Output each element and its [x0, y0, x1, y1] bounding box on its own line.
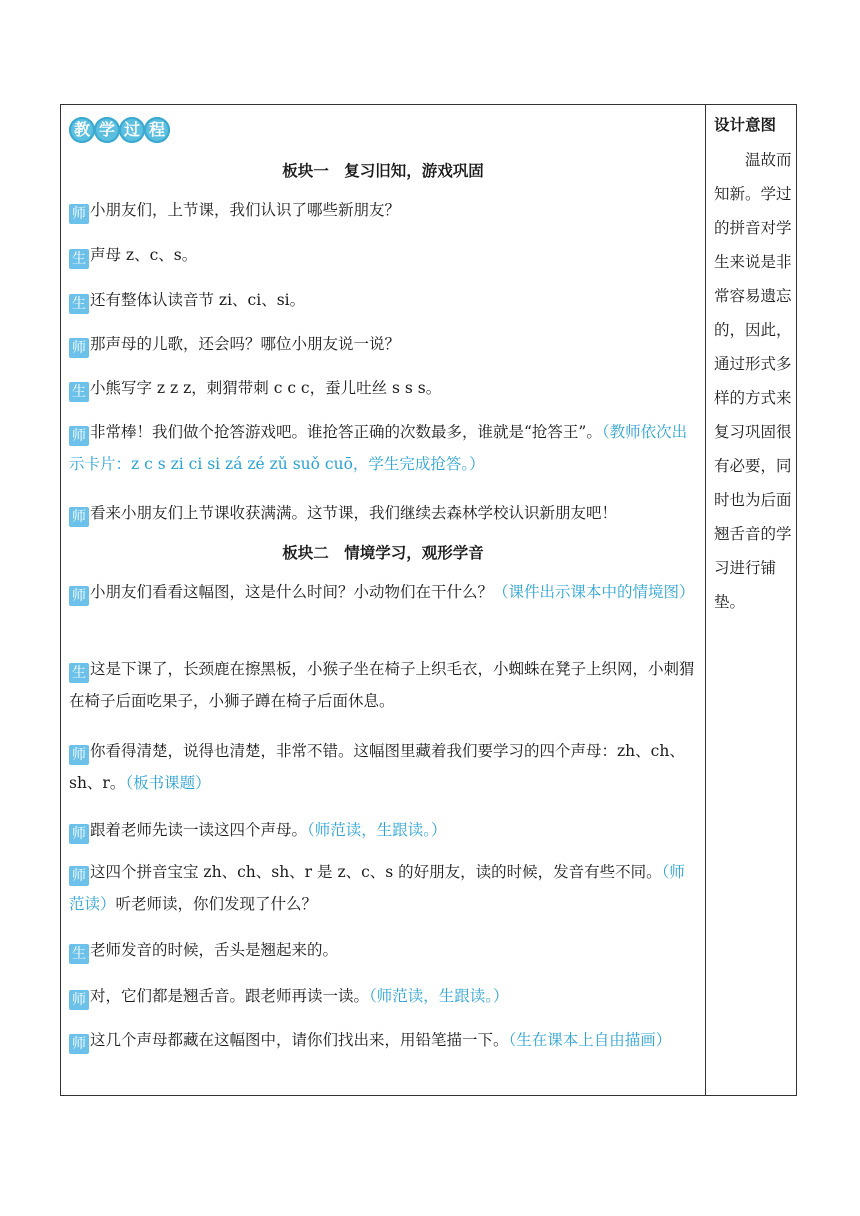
- stage-note: （师范读，生跟读。）: [307, 821, 447, 839]
- role-tag: 师: [69, 507, 89, 527]
- badge-char: 过: [119, 117, 145, 143]
- section-one-heading: 板块一 复习旧知，游戏巩固: [282, 161, 484, 180]
- line-text: 看来小朋友们上节课收获满满。这节课，我们继续去森林学校认识新朋友吧！: [90, 504, 618, 522]
- stage-note: （师范读）: [69, 863, 685, 913]
- design-intent-title: 设计意图: [714, 115, 777, 134]
- line-text: 对，它们都是翘舌音。跟老师再读一读。: [90, 987, 370, 1005]
- role-tag: 生: [69, 663, 89, 683]
- dialogue-line: [69, 244, 699, 269]
- line-text: 还有整体认读音节 zi、ci、si。: [90, 291, 306, 309]
- teaching-process-column: [61, 105, 705, 1095]
- badge-char: 程: [144, 117, 170, 143]
- role-tag: 师: [69, 426, 89, 446]
- dialogue-line: [69, 856, 699, 920]
- dialogue-line: [69, 985, 699, 1010]
- line-text: 你看得清楚，说得也清楚，非常不错。这幅图里藏着我们要学习的四个声母：zh、ch、sh、r。: [69, 742, 685, 792]
- dialogue-line: [69, 333, 699, 358]
- dialogue-line: [69, 199, 699, 224]
- dialogue-line: [69, 416, 699, 480]
- role-tag: 生: [69, 249, 89, 269]
- role-tag: 师: [69, 1034, 89, 1054]
- teaching-process-badge: [69, 117, 169, 143]
- stage-note: （课件出示课本中的情境图）: [493, 583, 695, 601]
- dialogue-line: [69, 819, 699, 844]
- line-text: 那声母的儿歌，还会吗？哪位小朋友说一说？: [90, 335, 401, 353]
- dialogue-line: [69, 735, 699, 799]
- role-tag: 师: [69, 338, 89, 358]
- design-intent-column: [706, 105, 796, 1095]
- line-text: 非常棒！我们做个抢答游戏吧。谁抢答正确的次数最多，谁就是“抢答王”。: [90, 423, 602, 441]
- dialogue-line: [69, 502, 699, 527]
- role-tag: 生: [69, 944, 89, 964]
- stage-note: （生在课本上自由描画）: [508, 1031, 672, 1049]
- dialogue-line: [69, 939, 699, 964]
- line-text: 声母 z、c、s。: [90, 246, 198, 264]
- line-text: 这四个拼音宝宝 zh、ch、sh、r 是 z、c、s 的好朋友，读的时候，发音有些不同。: [90, 863, 662, 881]
- section-two-heading: 板块二 情境学习，观形学音: [282, 543, 484, 562]
- role-tag: 师: [69, 586, 89, 606]
- line-text: 跟着老师先读一读这四个声母。: [90, 821, 308, 839]
- stage-note: （教师依次出示卡片：z c s zi ci si zá zé zǔ suǒ cuō，学生完成抢答。）: [69, 423, 688, 473]
- dialogue-line: [69, 377, 699, 402]
- line-tail: 听老师读，你们发现了什么？: [115, 895, 318, 913]
- dialogue-line: [69, 1024, 699, 1056]
- dialogue-line: [69, 289, 699, 314]
- dialogue-line: [69, 576, 699, 608]
- stage-note: （师范读，生跟读。）: [369, 987, 509, 1005]
- line-text: 这是下课了，长颈鹿在擦黑板，小猴子坐在椅子上织毛衣，小蜘蛛在凳子上织网，小刺猬在椅子后面吃果子，小狮子蹲在椅子后面休息。: [69, 660, 695, 710]
- line-text: 这几个声母都藏在这幅图中，请你们找出来，用铅笔描一下。: [90, 1031, 509, 1049]
- design-intent-text: 温故而知新。学过的拼音对学生来说是非常容易遗忘的，因此，通过形式多样的方式来复习巩固很有必要，同时也为后面翘舌音的学习进行铺垫。: [714, 151, 792, 611]
- lesson-table: [60, 104, 797, 1096]
- role-tag: 生: [69, 382, 89, 402]
- stage-note: （板书课题）: [125, 774, 211, 792]
- badge-char: 学: [94, 117, 120, 143]
- role-tag: 师: [69, 866, 89, 886]
- role-tag: 生: [69, 294, 89, 314]
- dialogue-line: [69, 653, 699, 717]
- badge-char: 教: [69, 117, 95, 143]
- role-tag: 师: [69, 990, 89, 1010]
- line-text: 小朋友们，上节课，我们认识了哪些新朋友？: [90, 201, 401, 219]
- role-tag: 师: [69, 745, 89, 765]
- line-text: 小朋友们看看这幅图，这是什么时间？小动物们在干什么？: [90, 583, 494, 601]
- line-text: 老师发音的时候，舌头是翘起来的。: [90, 941, 339, 959]
- role-tag: 师: [69, 824, 89, 844]
- role-tag: 师: [69, 204, 89, 224]
- line-text: 小熊写字 z z z，刺猬带刺 c c c，蚕儿吐丝 s s s。: [90, 379, 442, 397]
